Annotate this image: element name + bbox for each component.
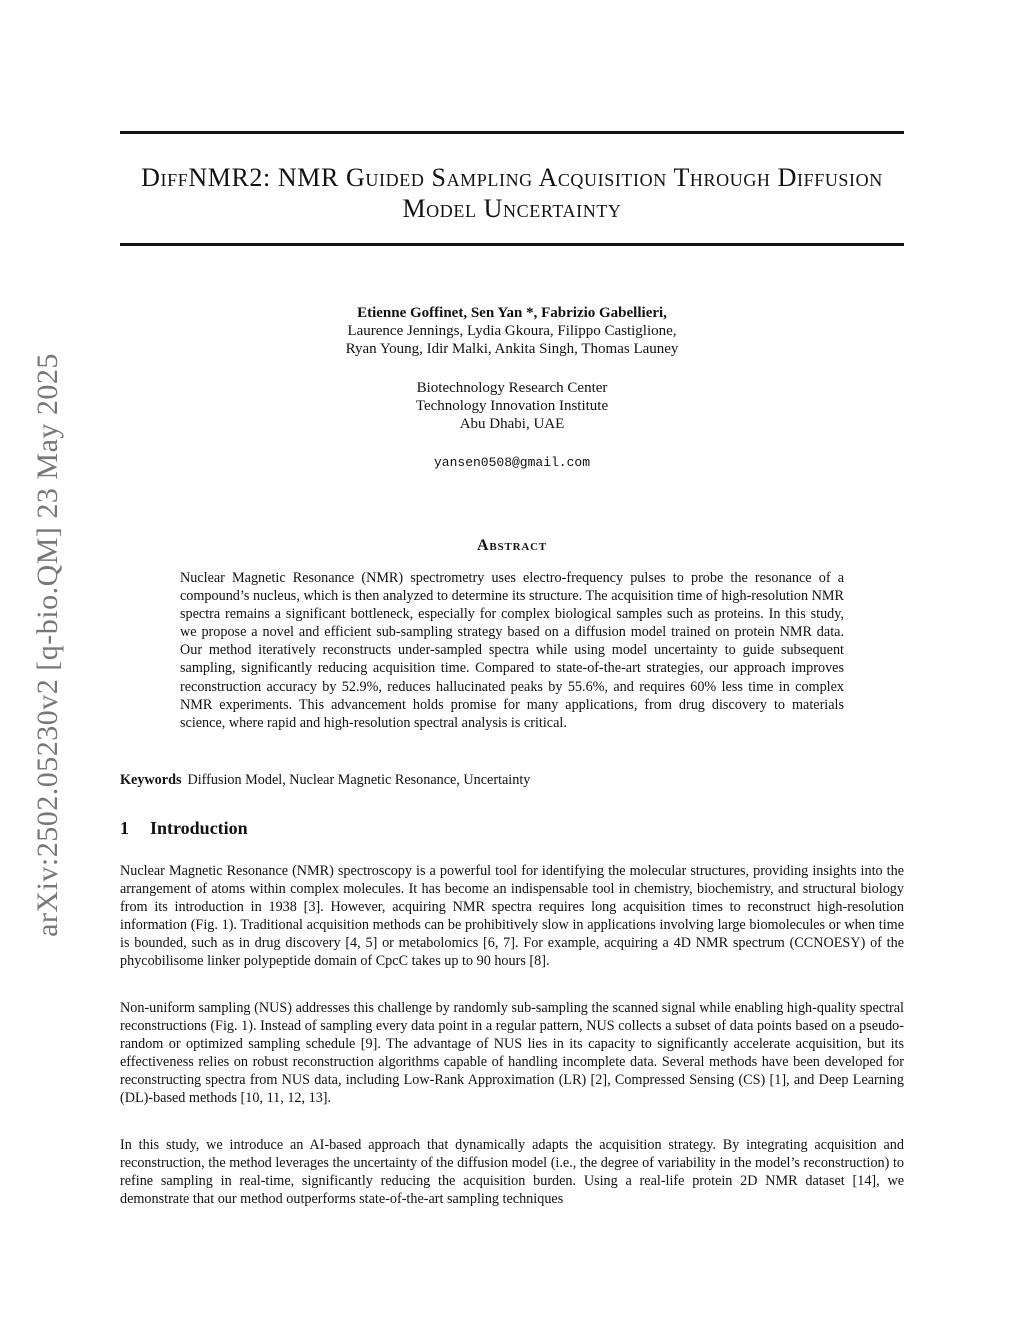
arxiv-identifier-text: arXiv:2502.05230v2 [q-bio.QM] 23 May 2025 [31,353,64,937]
keywords-label: Keywords [120,772,182,788]
section-number: 1 [120,818,129,838]
abstract-body: Nuclear Magnetic Resonance (NMR) spectrometry uses electro-frequency pulses to probe the resonance of a compound’s nucleus, which is then analyzed to determine its structure. The acquisition time of high-resolution NMR spectra remains a significant bottleneck, especially for complex biological samples such as proteins. In this study, we propose a novel and efficient sub-sampling strategy based on a diffusion model trained on protein NMR data. Our method iteratively reconstructs under-sampled spectra while using model uncertainty to guide subsequent sampling, significantly reducing acquisition time. Compared to state-of-the-art strategies, our approach improves reconstruction accuracy by 52.9%, reduces hallucinated peaks by 55.6%, and requires 60% less time in complex NMR experiments. This advancement holds promise for many applications, from drug discovery to materials science, where rapid and high-resolution spectral analysis is critical. [180,570,844,731]
affiliation-line-1: Biotechnology Research Center [416,380,608,396]
affiliation [200,379,824,433]
intro-paragraph-1: Nuclear Magnetic Resonance (NMR) spectroscopy is a powerful tool for identifying the molecular structures, providing insights into the arrangement of atoms within complex molecules. It has become an indispensable tool in chemistry, biochemistry, and structural biology from its introduction in 1938 [3]. However, acquiring NMR spectra requires long acquisition times to reconstruct high-resolution information (Fig. 1). Traditional acquisition methods can be prohibitively slow in applications involving large biomolecules or when time is bounded, such as in drug discovery [4, 5] or metabolomics [6, 7]. For example, acquiring a 4D NMR spectrum (CCNOESY) of the phycobilisome linker polypeptide domain of CpcC takes up to 90 hours [8]. [120,863,904,969]
contact-email: yansen0508@gmail.com [433,455,591,470]
title-top-rule [120,131,904,134]
affiliation-line-3: Abu Dhabi, UAE [459,416,565,432]
affiliation-line-2: Technology Innovation Institute [415,398,609,414]
keywords [120,771,904,789]
keywords-text: Diffusion Model, Nuclear Magnetic Resonance, Uncertainty [187,772,531,788]
author-line-3: Ryan Young, Idir Malki, Ankita Singh, Thomas Launey [345,341,679,357]
author-list [200,304,824,358]
arxiv-identifier [18,320,78,970]
abstract-heading: Abstract [477,537,547,554]
paper-title: DiffNMR2: NMR Guided Sampling Acquisition Through Diffusion Model Uncertainty [141,163,883,223]
author-line-2: Laurence Jennings, Lydia Gkoura, Filippo Castiglione, [347,323,677,339]
section-heading [120,818,248,839]
intro-paragraph-3: In this study, we introduce an AI-based approach that dynamically adapts the acquisition strategy. By integrating acquisition and reconstruction, the method leverages the uncertainty of the diffusion model (i.e., the degree of variability in the model’s reconstruction) to refine sampling in real-time, significantly reducing the acquisition burden. Using a real-life protein 2D NMR dataset [14], we demonstrate that our method outperforms state-of-the-art sampling techniques [120,1137,904,1207]
intro-paragraph-2: Non-uniform sampling (NUS) addresses this challenge by randomly sub-sampling the scanned signal while enabling high-quality spectral reconstructions (Fig. 1). Instead of sampling every data point in a regular pattern, NUS collects a subset of data points based on a pseudo-random or optimized sampling schedule [9]. The advantage of NUS lies in its capacity to significantly accelerate acquisition, but its effectiveness relies on robust reconstruction algorithms capable of handling incomplete data. Several methods have been developed for reconstructing spectra from NUS data, including Low-Rank Approximation (LR) [2], Compressed Sensing (CS) [1], and Deep Learning (DL)-based methods [10, 11, 12, 13]. [120,1000,904,1106]
title-bottom-rule [120,243,904,246]
author-line-1: Etienne Goffinet, Sen Yan *, Fabrizio Gabellieri, [357,305,667,321]
section-title: Introduction [150,818,248,838]
